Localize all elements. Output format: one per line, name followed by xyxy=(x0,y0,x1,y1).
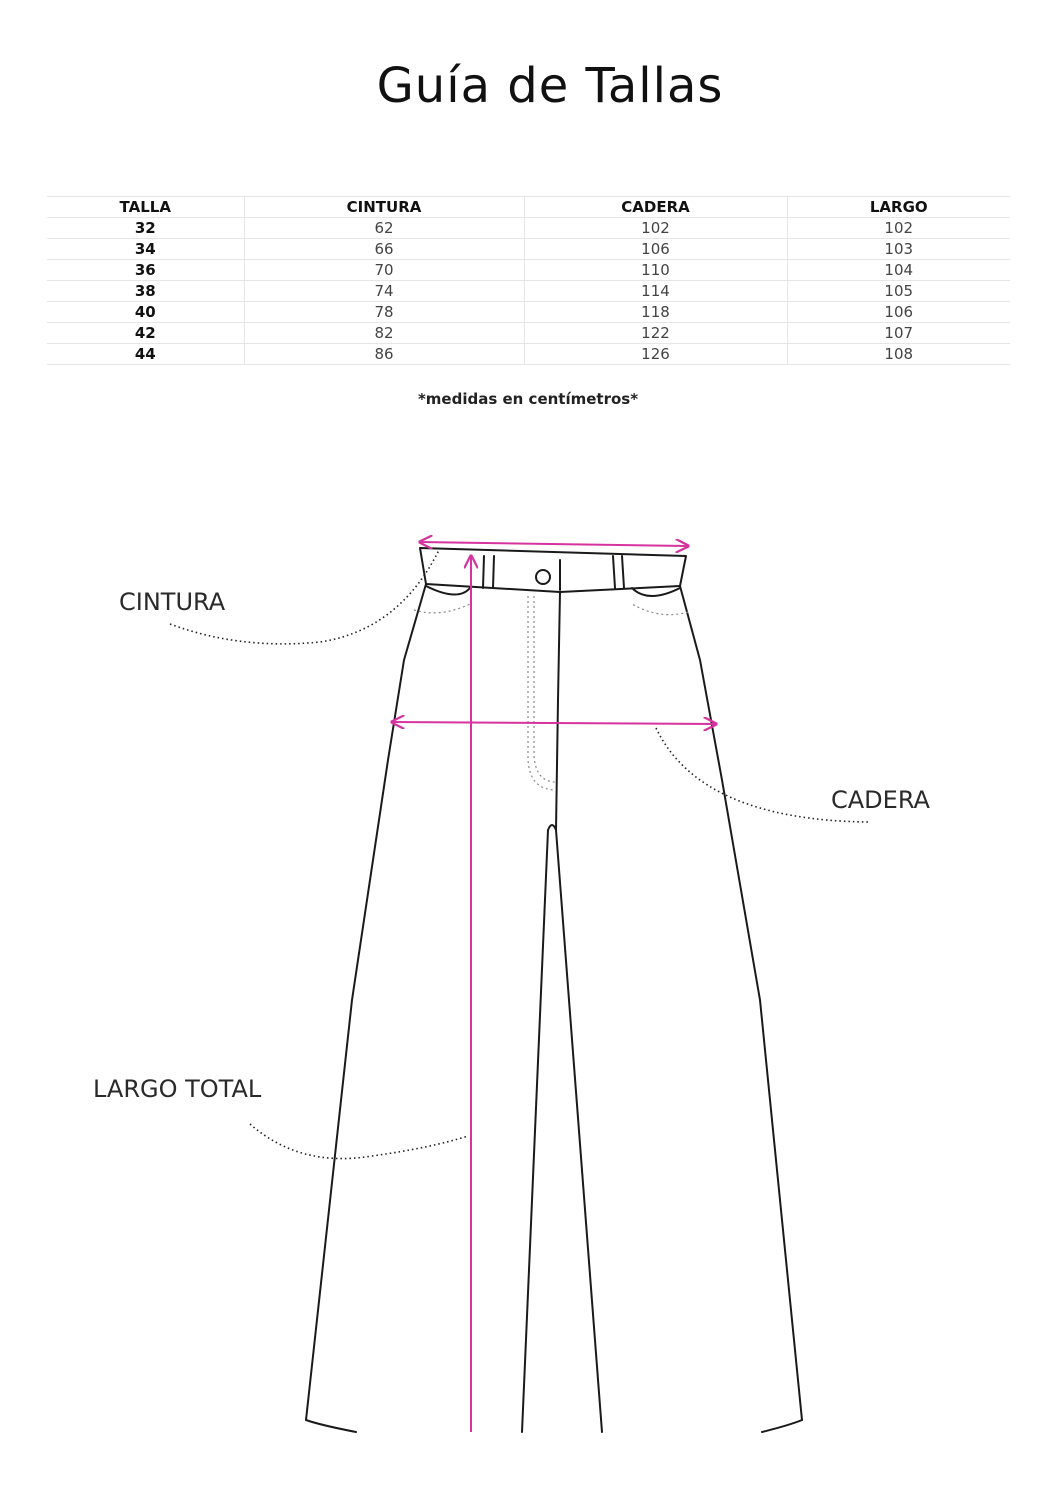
cell-talla: 34 xyxy=(47,239,244,260)
cell-largo: 102 xyxy=(787,218,1010,239)
pants-outline xyxy=(306,548,802,1432)
header-talla: TALLA xyxy=(47,197,244,218)
header-cintura: CINTURA xyxy=(244,197,524,218)
table-row xyxy=(47,218,1010,239)
cell-cadera: 118 xyxy=(524,302,787,323)
cell-largo: 104 xyxy=(787,260,1010,281)
cell-cadera: 122 xyxy=(524,323,787,344)
cell-talla: 32 xyxy=(47,218,244,239)
cell-talla: 38 xyxy=(47,281,244,302)
cell-largo: 107 xyxy=(787,323,1010,344)
cell-talla: 44 xyxy=(47,344,244,365)
table-row xyxy=(47,281,1010,302)
table-row xyxy=(47,302,1010,323)
cell-cadera: 102 xyxy=(524,218,787,239)
label-largo-total: LARGO TOTAL xyxy=(93,1075,262,1103)
pants-diagram xyxy=(0,500,1058,1460)
table-header-row xyxy=(47,197,1010,218)
cell-talla: 42 xyxy=(47,323,244,344)
table-row xyxy=(47,323,1010,344)
cell-talla: 36 xyxy=(47,260,244,281)
cell-talla: 40 xyxy=(47,302,244,323)
cell-cadera: 106 xyxy=(524,239,787,260)
page-title: Guía de Tallas xyxy=(376,58,724,114)
waist-arrow xyxy=(420,542,688,546)
cell-largo: 106 xyxy=(787,302,1010,323)
table-row xyxy=(47,239,1010,260)
measurement-note: *medidas en centímetros* xyxy=(417,390,639,408)
cell-cadera: 114 xyxy=(524,281,787,302)
cell-cintura: 82 xyxy=(244,323,524,344)
hip-arrow xyxy=(392,722,716,724)
cell-cadera: 110 xyxy=(524,260,787,281)
cell-cadera: 126 xyxy=(524,344,787,365)
cell-largo: 103 xyxy=(787,239,1010,260)
header-cadera: CADERA xyxy=(524,197,787,218)
header-largo: LARGO xyxy=(787,197,1010,218)
size-chart-table xyxy=(47,196,1010,365)
stitching xyxy=(414,596,688,790)
table-row xyxy=(47,344,1010,365)
cell-cintura: 62 xyxy=(244,218,524,239)
label-cintura: CINTURA xyxy=(119,588,226,616)
cell-largo: 105 xyxy=(787,281,1010,302)
measurement-arrows xyxy=(392,542,716,1432)
leader-lines xyxy=(170,548,868,1159)
cell-cintura: 66 xyxy=(244,239,524,260)
cell-cintura: 78 xyxy=(244,302,524,323)
cell-cintura: 74 xyxy=(244,281,524,302)
cell-cintura: 86 xyxy=(244,344,524,365)
table-row xyxy=(47,260,1010,281)
cell-cintura: 70 xyxy=(244,260,524,281)
label-cadera: CADERA xyxy=(831,786,930,814)
cell-largo: 108 xyxy=(787,344,1010,365)
